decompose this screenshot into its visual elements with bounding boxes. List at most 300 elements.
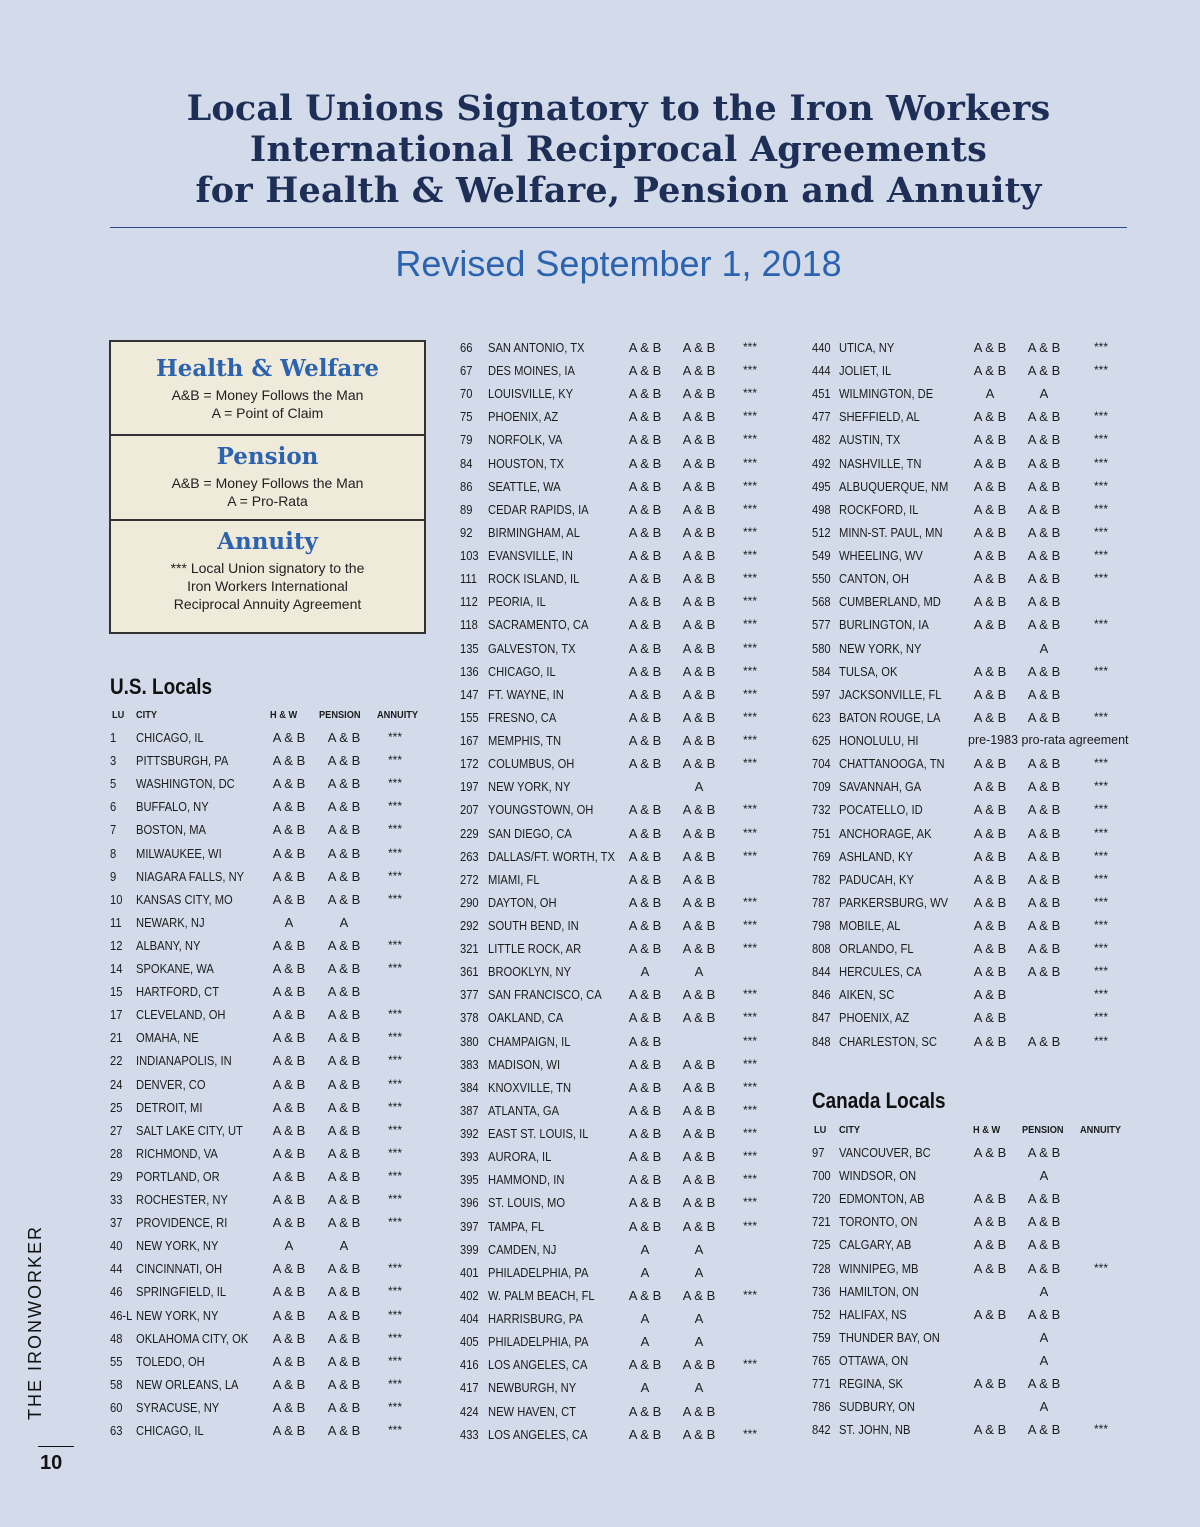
page-title — [110, 88, 1127, 211]
table-row — [812, 1418, 1132, 1441]
annuity-value: *** — [1093, 987, 1108, 1001]
pension-value: A & B — [682, 1427, 716, 1442]
pension-value: A & B — [682, 571, 716, 586]
local-number: 769 — [812, 849, 831, 864]
annuity-value: *** — [742, 1219, 757, 1233]
health-welfare-value: A & B — [628, 1034, 662, 1049]
us-locals-heading: U.S. Locals — [110, 674, 212, 699]
health-welfare-value: A & B — [628, 1195, 662, 1210]
health-welfare-value: A & B — [272, 799, 306, 814]
table-row — [460, 914, 780, 937]
health-welfare-value: A — [640, 964, 650, 979]
health-welfare-value: A & B — [272, 938, 306, 953]
table-row — [460, 868, 780, 891]
health-welfare-value: A & B — [272, 984, 306, 999]
pension-value: A & B — [327, 753, 361, 768]
local-number: 27 — [110, 1123, 123, 1138]
city-name: COLUMBUS, OH — [488, 756, 575, 771]
table-row — [460, 1168, 780, 1191]
local-number: 103 — [460, 548, 479, 563]
pension-value: A & B — [682, 432, 716, 447]
annuity-value: *** — [1093, 779, 1108, 793]
annuity-value: *** — [742, 1103, 757, 1117]
city-name: THUNDER BAY, ON — [839, 1330, 940, 1345]
annuity-value: *** — [1093, 548, 1108, 562]
city-name: MOBILE, AL — [839, 918, 901, 933]
local-number: 704 — [812, 756, 831, 771]
city-name: SAN FRANCISCO, CA — [488, 987, 602, 1002]
table-row — [812, 1303, 1132, 1326]
city-name: SPOKANE, WA — [136, 961, 214, 976]
city-name: CINCINNATI, OH — [136, 1261, 223, 1276]
pension-value: A & B — [1027, 895, 1061, 910]
table-row — [460, 1053, 780, 1076]
city-name: ANCHORAGE, AK — [839, 826, 932, 841]
legend-annuity — [111, 519, 424, 628]
health-welfare-value: A & B — [973, 710, 1007, 725]
annuity-value: *** — [742, 1288, 757, 1302]
table-row — [110, 1096, 430, 1119]
pension-value: A & B — [1027, 1307, 1061, 1322]
pension-value: A & B — [1027, 872, 1061, 887]
table-row — [812, 544, 1132, 567]
health-welfare-value: A & B — [973, 918, 1007, 933]
local-number: 798 — [812, 918, 831, 933]
city-name: OAKLAND, CA — [488, 1010, 564, 1025]
local-number: 28 — [110, 1146, 123, 1161]
legend-pension — [111, 434, 424, 519]
city-name: SPRINGFIELD, IL — [136, 1284, 227, 1299]
city-name: DENVER, CO — [136, 1077, 206, 1092]
local-number: 66 — [460, 340, 473, 355]
table-row — [812, 336, 1132, 359]
health-welfare-value: A & B — [628, 826, 662, 841]
annuity-value: *** — [742, 849, 757, 863]
local-number: 732 — [812, 802, 831, 817]
local-number: 79 — [460, 432, 473, 447]
pension-value: A & B — [327, 822, 361, 837]
table-row — [460, 1030, 780, 1053]
table-row — [460, 983, 780, 1006]
local-number: 417 — [460, 1380, 479, 1395]
local-number: 21 — [110, 1030, 123, 1045]
city-name: PHOENIX, AZ — [839, 1010, 910, 1025]
legend-health-title: Health & Welfare — [155, 355, 379, 382]
city-name: HAMMOND, IN — [488, 1172, 565, 1187]
annuity-value: *** — [387, 1123, 402, 1137]
table-row — [460, 960, 780, 983]
pension-value: A & B — [682, 1288, 716, 1303]
health-welfare-value: A & B — [628, 1103, 662, 1118]
health-welfare-value: A & B — [272, 1100, 306, 1115]
table-row — [812, 1141, 1132, 1164]
local-number: 786 — [812, 1399, 831, 1414]
health-welfare-value: A & B — [973, 802, 1007, 817]
health-welfare-value: A & B — [973, 941, 1007, 956]
table-row — [460, 590, 780, 613]
pension-value: A & B — [1027, 1422, 1061, 1437]
city-name: PHILADELPHIA, PA — [488, 1265, 589, 1280]
pension-value: A & B — [1027, 941, 1061, 956]
table-row — [110, 1073, 430, 1096]
table-row — [812, 798, 1132, 821]
pension-value: A & B — [682, 987, 716, 1002]
table-row — [460, 428, 780, 451]
table-row — [812, 683, 1132, 706]
pension-value: A & B — [327, 938, 361, 953]
health-welfare-value: A & B — [973, 456, 1007, 471]
local-number: 58 — [110, 1377, 123, 1392]
city-name: HARRISBURG, PA — [488, 1311, 583, 1326]
table-row — [812, 1006, 1132, 1029]
health-welfare-value: A & B — [628, 1080, 662, 1095]
local-number: 97 — [812, 1145, 825, 1160]
city-name: CHAMPAIGN, IL — [488, 1034, 571, 1049]
table-row — [460, 544, 780, 567]
pension-value: A & B — [1027, 456, 1061, 471]
pension-value: A & B — [682, 1149, 716, 1164]
health-welfare-value: A & B — [973, 826, 1007, 841]
table-row — [110, 818, 430, 841]
annuity-value: *** — [1093, 895, 1108, 909]
annuity-value: *** — [1093, 802, 1108, 816]
annuity-value: *** — [1093, 1422, 1108, 1436]
table-row — [110, 1003, 430, 1026]
health-welfare-value: A & B — [973, 594, 1007, 609]
health-welfare-value: A & B — [272, 776, 306, 791]
annuity-value: *** — [387, 1146, 402, 1160]
legend-pension-line-1: A&B = Money Follows the Man — [171, 475, 364, 491]
table-row — [460, 706, 780, 729]
city-name: INDIANAPOLIS, IN — [136, 1053, 232, 1068]
annuity-value: *** — [387, 776, 402, 790]
table-row — [110, 1234, 430, 1257]
city-name: W. PALM BEACH, FL — [488, 1288, 595, 1303]
annuity-value: *** — [742, 987, 757, 1001]
table-row — [460, 359, 780, 382]
local-number: 86 — [460, 479, 473, 494]
city-name: ALBUQUERQUE, NM — [839, 479, 949, 494]
health-welfare-value: A & B — [628, 1149, 662, 1164]
health-welfare-value: A & B — [272, 1354, 306, 1369]
city-name: WINDSOR, ON — [839, 1168, 917, 1183]
health-welfare-value: A & B — [973, 664, 1007, 679]
local-number: 361 — [460, 964, 479, 979]
table-row — [812, 983, 1132, 1006]
local-number: 736 — [812, 1284, 831, 1299]
city-name: HARTFORD, CT — [136, 984, 220, 999]
local-number: 40 — [110, 1238, 123, 1253]
city-name: DES MOINES, IA — [488, 363, 575, 378]
table-row — [110, 1350, 430, 1373]
pension-value: A & B — [327, 1331, 361, 1346]
table-row — [812, 1210, 1132, 1233]
city-name: NEW ORLEANS, LA — [136, 1377, 239, 1392]
local-number: 63 — [110, 1423, 123, 1438]
table-row — [460, 660, 780, 683]
local-number: 399 — [460, 1242, 479, 1257]
table-row — [812, 660, 1132, 683]
local-number: 44 — [110, 1261, 123, 1276]
local-number: 46 — [110, 1284, 123, 1299]
health-welfare-value: A & B — [272, 1053, 306, 1068]
city-name: CEDAR RAPIDS, IA — [488, 502, 589, 517]
local-number: 3 — [110, 753, 117, 768]
health-welfare-value: A & B — [628, 617, 662, 632]
health-welfare-value: A & B — [628, 525, 662, 540]
annuity-value: *** — [1093, 456, 1108, 470]
pension-value: A & B — [682, 802, 716, 817]
health-welfare-value: A & B — [973, 363, 1007, 378]
local-number: 321 — [460, 941, 479, 956]
local-number: 383 — [460, 1057, 479, 1072]
local-number: 147 — [460, 687, 479, 702]
city-name: NORFOLK, VA — [488, 432, 563, 447]
legend-box — [109, 340, 426, 634]
pension-value: A & B — [327, 984, 361, 999]
local-number: 84 — [460, 456, 473, 471]
table-row — [110, 1257, 430, 1280]
annuity-value: *** — [742, 895, 757, 909]
pension-value: A & B — [327, 846, 361, 861]
pension-value: A & B — [1027, 525, 1061, 540]
table-row — [460, 752, 780, 775]
health-welfare-value: A & B — [973, 479, 1007, 494]
annuity-value: *** — [742, 1172, 757, 1186]
annuity-value: *** — [1093, 1261, 1108, 1275]
city-name: SAN DIEGO, CA — [488, 826, 572, 841]
pro-rata-note: pre-1983 pro-rata agreement — [968, 733, 1129, 747]
city-name: DETROIT, MI — [136, 1100, 203, 1115]
annuity-value: *** — [387, 1354, 402, 1368]
local-number: 424 — [460, 1404, 479, 1419]
pension-value: A — [1039, 1399, 1049, 1414]
local-number: 808 — [812, 941, 831, 956]
city-name: PARKERSBURG, WV — [839, 895, 949, 910]
pension-value: A & B — [682, 756, 716, 771]
table-row — [812, 637, 1132, 660]
table-row — [812, 775, 1132, 798]
annuity-value: *** — [742, 617, 757, 631]
pension-value: A & B — [682, 1103, 716, 1118]
health-welfare-value: A & B — [973, 1214, 1007, 1229]
table-row — [460, 521, 780, 544]
table-row — [460, 475, 780, 498]
pension-value: A & B — [682, 594, 716, 609]
city-name: HOUSTON, TX — [488, 456, 565, 471]
title-divider — [110, 227, 1127, 228]
local-number: 263 — [460, 849, 479, 864]
local-number: 397 — [460, 1219, 479, 1234]
city-name: RICHMOND, VA — [136, 1146, 218, 1161]
annuity-value: *** — [1093, 432, 1108, 446]
city-name: POCATELLO, ID — [839, 802, 923, 817]
health-welfare-value: A & B — [272, 1007, 306, 1022]
table-row — [110, 1026, 430, 1049]
annuity-value: *** — [742, 409, 757, 423]
local-number: 29 — [110, 1169, 123, 1184]
annuity-value: *** — [1093, 363, 1108, 377]
table-row — [110, 934, 430, 957]
city-name: MILWAUKEE, WI — [136, 846, 222, 861]
city-name: CALGARY, AB — [839, 1237, 912, 1252]
city-name: TULSA, OK — [839, 664, 898, 679]
local-number: 844 — [812, 964, 831, 979]
table-row — [110, 1165, 430, 1188]
city-name: CAMDEN, NJ — [488, 1242, 557, 1257]
annuity-value: *** — [1093, 964, 1108, 978]
city-name: ROCK ISLAND, IL — [488, 571, 580, 586]
table-row — [812, 960, 1132, 983]
table-row — [812, 1164, 1132, 1187]
table-row — [110, 980, 430, 1003]
pension-value: A & B — [1027, 1237, 1061, 1252]
pension-value: A — [1039, 386, 1049, 401]
local-number: 721 — [812, 1214, 831, 1229]
pension-value: A & B — [682, 1195, 716, 1210]
pension-value: A & B — [1027, 479, 1061, 494]
annuity-value: *** — [1093, 502, 1108, 516]
city-name: ALBANY, NY — [136, 938, 201, 953]
table-row — [460, 405, 780, 428]
table-row — [110, 865, 430, 888]
annuity-value: *** — [1093, 756, 1108, 770]
header-annuity: ANNUITY — [377, 709, 419, 721]
table-row — [460, 1191, 780, 1214]
local-number: 292 — [460, 918, 479, 933]
publication-name: THE IRONWORKER — [25, 1224, 45, 1420]
pension-value: A & B — [327, 1284, 361, 1299]
local-number: 48 — [110, 1331, 123, 1346]
header-city: CITY — [839, 1124, 861, 1136]
table-row — [460, 1284, 780, 1307]
table-row — [110, 749, 430, 772]
city-name: TAMPA, FL — [488, 1219, 545, 1234]
health-welfare-value: A & B — [628, 1404, 662, 1419]
table-row — [812, 567, 1132, 590]
city-name: BOSTON, MA — [136, 822, 206, 837]
pension-value: A & B — [682, 617, 716, 632]
health-welfare-value: A & B — [628, 941, 662, 956]
health-welfare-value: A & B — [973, 571, 1007, 586]
table-row — [460, 1076, 780, 1099]
table-row — [460, 1400, 780, 1423]
local-number: 67 — [460, 363, 473, 378]
city-name: FRESNO, CA — [488, 710, 557, 725]
city-name: REGINA, SK — [839, 1376, 904, 1391]
city-name: JOLIET, IL — [839, 363, 892, 378]
annuity-value: *** — [742, 525, 757, 539]
table-row — [812, 359, 1132, 382]
table-row — [812, 405, 1132, 428]
pension-value: A — [694, 1265, 704, 1280]
pension-value: A & B — [682, 1219, 716, 1234]
local-number: 229 — [460, 826, 479, 841]
table-row — [812, 1372, 1132, 1395]
legend-pension-line-2: A = Pro-Rata — [227, 493, 308, 509]
table-row — [110, 726, 430, 749]
city-name: AUSTIN, TX — [839, 432, 901, 447]
pension-value: A & B — [1027, 409, 1061, 424]
health-welfare-value: A & B — [272, 1284, 306, 1299]
local-number: 492 — [812, 456, 831, 471]
annuity-value: *** — [387, 1077, 402, 1091]
pension-value: A & B — [1027, 964, 1061, 979]
local-number: 404 — [460, 1311, 479, 1326]
table-row — [460, 683, 780, 706]
local-number: 136 — [460, 664, 479, 679]
table-row — [460, 822, 780, 845]
table-row — [812, 590, 1132, 613]
local-number: 728 — [812, 1261, 831, 1276]
annuity-value: *** — [742, 1149, 757, 1163]
title-line-1: Local Unions Signatory to the Iron Workers — [186, 88, 1051, 129]
local-number: 24 — [110, 1077, 123, 1092]
table-row — [110, 1188, 430, 1211]
pension-value: A & B — [1027, 918, 1061, 933]
city-name: SAN ANTONIO, TX — [488, 340, 585, 355]
pension-value: A & B — [327, 799, 361, 814]
city-name: MIAMI, FL — [488, 872, 540, 887]
city-name: SHEFFIELD, AL — [839, 409, 920, 424]
pension-value: A — [694, 1380, 704, 1395]
health-welfare-value: A & B — [973, 1010, 1007, 1025]
table-row — [110, 957, 430, 980]
header-city: CITY — [136, 709, 158, 721]
table-row — [460, 498, 780, 521]
health-welfare-value: A & B — [628, 687, 662, 702]
annuity-value: *** — [387, 1030, 402, 1044]
city-name: SOUTH BEND, IN — [488, 918, 579, 933]
legend-annuity-line-3: Reciprocal Annuity Agreement — [173, 596, 362, 612]
city-name: ST. JOHN, NB — [839, 1422, 911, 1437]
city-name: CUMBERLAND, MD — [839, 594, 941, 609]
local-number: 14 — [110, 961, 123, 976]
city-name: EAST ST. LOUIS, IL — [488, 1126, 589, 1141]
table-row — [812, 868, 1132, 891]
local-number: 847 — [812, 1010, 831, 1025]
header-annuity: ANNUITY — [1080, 1124, 1122, 1136]
pension-value: A & B — [327, 961, 361, 976]
legend-health-line-1: A&B = Money Follows the Man — [171, 387, 364, 403]
local-number: 396 — [460, 1195, 479, 1210]
health-welfare-value: A & B — [628, 918, 662, 933]
local-number: 771 — [812, 1376, 831, 1391]
city-name: KANSAS CITY, MO — [136, 892, 233, 907]
city-name: LOS ANGELES, CA — [488, 1357, 588, 1372]
health-welfare-value: A & B — [628, 1057, 662, 1072]
health-welfare-value: A & B — [272, 1169, 306, 1184]
table-row — [460, 1330, 780, 1353]
pension-value: A — [1039, 641, 1049, 656]
page-number-rule — [38, 1446, 74, 1447]
table-row — [812, 752, 1132, 775]
pension-value: A & B — [1027, 1261, 1061, 1276]
annuity-value: *** — [742, 1057, 757, 1071]
health-welfare-value: A & B — [628, 664, 662, 679]
annuity-value: *** — [387, 938, 402, 952]
annuity-value: *** — [1093, 525, 1108, 539]
local-number: 11 — [110, 915, 122, 930]
city-name: WINNIPEG, MB — [839, 1261, 919, 1276]
legend-annuity-title: Annuity — [217, 528, 318, 555]
local-number: 387 — [460, 1103, 479, 1118]
pension-value: A & B — [1027, 571, 1061, 586]
pension-value: A — [694, 1242, 704, 1257]
city-name: CHICAGO, IL — [136, 1423, 204, 1438]
local-number: 393 — [460, 1149, 479, 1164]
health-welfare-value: A — [640, 1334, 650, 1349]
